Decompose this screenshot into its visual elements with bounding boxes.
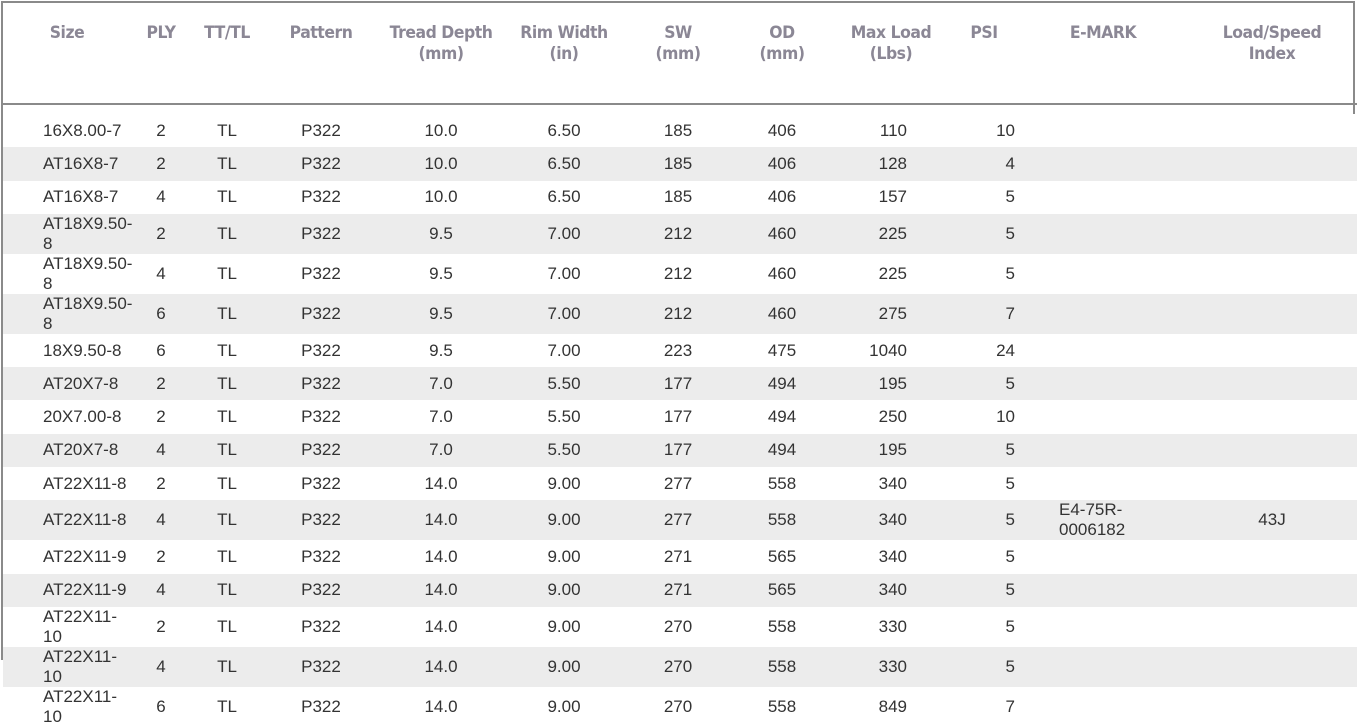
cell-ply: 4: [131, 574, 191, 607]
cell-tt: TL: [191, 147, 263, 180]
cell-load: 250: [833, 400, 949, 433]
cell-pat: P322: [263, 114, 379, 147]
cell-od: 406: [731, 114, 833, 147]
cell-emark: [1019, 367, 1187, 400]
cell-size: AT16X8-7: [3, 147, 131, 180]
cell-lsi: [1187, 574, 1357, 607]
cell-od: 558: [731, 647, 833, 687]
column-header-unit: (mm): [759, 44, 805, 64]
cell-od: 406: [731, 181, 833, 214]
column-header-label: PLY: [146, 23, 176, 43]
cell-ply: 4: [131, 181, 191, 214]
cell-rim: 5.50: [503, 367, 625, 400]
cell-tread: 14.0: [379, 540, 503, 573]
cell-ply: 2: [131, 467, 191, 500]
cell-sw: 212: [625, 214, 731, 254]
cell-emark: [1019, 540, 1187, 573]
cell-ply: 4: [131, 647, 191, 687]
cell-load: 225: [833, 254, 949, 294]
cell-tread: 14.0: [379, 574, 503, 607]
column-header-lsi: [1194, 3, 1350, 104]
cell-lsi: [1187, 114, 1357, 147]
column-header-label: Pattern: [289, 23, 353, 43]
cell-rim: 5.50: [503, 434, 625, 467]
cell-sw: 185: [625, 147, 731, 180]
cell-load: 340: [833, 540, 949, 573]
cell-psi: 5: [949, 254, 1019, 294]
header-row: [3, 3, 1357, 104]
cell-size: 18X9.50-8: [3, 334, 131, 367]
cell-ply: 4: [131, 254, 191, 294]
cell-tread: 14.0: [379, 500, 503, 540]
cell-load: 340: [833, 500, 949, 540]
cell-load: 275: [833, 294, 949, 334]
tire-spec-table: [3, 3, 1357, 727]
column-header-size: [8, 3, 126, 104]
cell-tt: TL: [191, 294, 263, 334]
cell-size: AT22X11-9: [3, 540, 131, 573]
cell-od: 558: [731, 467, 833, 500]
cell-tread: 14.0: [379, 687, 503, 727]
cell-od: 460: [731, 294, 833, 334]
cell-pat: P322: [263, 687, 379, 727]
column-header-emark: [1026, 3, 1181, 104]
column-header-sw: [629, 3, 727, 104]
table-row: [3, 254, 1357, 294]
column-header-od: [735, 3, 829, 104]
cell-tread: 7.0: [379, 367, 503, 400]
cell-load: 849: [833, 687, 949, 727]
cell-load: 330: [833, 647, 949, 687]
cell-psi: 5: [949, 500, 1019, 540]
cell-pat: P322: [263, 434, 379, 467]
cell-load: 157: [833, 181, 949, 214]
cell-psi: 5: [949, 647, 1019, 687]
column-header-unit: Index: [1248, 44, 1296, 64]
cell-psi: 5: [949, 214, 1019, 254]
cell-tt: TL: [191, 647, 263, 687]
table-row: [3, 607, 1357, 647]
cell-ply: 4: [131, 434, 191, 467]
cell-ply: 2: [131, 540, 191, 573]
cell-lsi: [1187, 647, 1357, 687]
cell-size: AT18X9.50-8: [3, 254, 131, 294]
cell-tt: TL: [191, 540, 263, 573]
table-row: [3, 540, 1357, 573]
cell-pat: P322: [263, 467, 379, 500]
cell-rim: 6.50: [503, 147, 625, 180]
column-header-label: E-MARK: [1069, 23, 1137, 43]
cell-ply: 2: [131, 367, 191, 400]
cell-psi: 5: [949, 434, 1019, 467]
cell-ply: 2: [131, 114, 191, 147]
cell-pat: P322: [263, 367, 379, 400]
cell-size: 20X7.00-8: [3, 400, 131, 433]
cell-tread: 10.0: [379, 147, 503, 180]
table-row: [3, 687, 1357, 727]
cell-od: 494: [731, 367, 833, 400]
cell-tread: 14.0: [379, 607, 503, 647]
cell-psi: 5: [949, 467, 1019, 500]
cell-psi: 10: [949, 114, 1019, 147]
cell-ply: 2: [131, 147, 191, 180]
cell-rim: 6.50: [503, 181, 625, 214]
table-row: [3, 400, 1357, 433]
table-header: [3, 3, 1357, 104]
cell-od: 565: [731, 574, 833, 607]
cell-emark: [1019, 254, 1187, 294]
column-header-tread: [384, 3, 498, 104]
cell-sw: 177: [625, 400, 731, 433]
cell-lsi: [1187, 400, 1357, 433]
cell-load: 340: [833, 467, 949, 500]
cell-psi: 7: [949, 687, 1019, 727]
cell-emark: [1019, 647, 1187, 687]
cell-od: 565: [731, 540, 833, 573]
header-spacer: [3, 104, 1357, 114]
cell-emark: [1019, 114, 1187, 147]
column-header-label: Load/Speed: [1222, 23, 1322, 43]
cell-lsi: [1187, 607, 1357, 647]
cell-pat: P322: [263, 647, 379, 687]
cell-load: 110: [833, 114, 949, 147]
cell-emark: [1019, 334, 1187, 367]
column-header-tt: [194, 3, 260, 104]
tire-spec-table-frame: [1, 1, 1355, 726]
cell-rim: 7.00: [503, 294, 625, 334]
cell-tread: 14.0: [379, 647, 503, 687]
cell-rim: 5.50: [503, 400, 625, 433]
cell-od: 494: [731, 434, 833, 467]
cell-sw: 270: [625, 607, 731, 647]
cell-rim: 7.00: [503, 334, 625, 367]
cell-tread: 10.0: [379, 114, 503, 147]
cell-rim: 9.00: [503, 540, 625, 573]
column-header-ply: [133, 3, 188, 104]
cell-od: 558: [731, 500, 833, 540]
cell-sw: 185: [625, 181, 731, 214]
cell-emark: [1019, 400, 1187, 433]
cell-load: 128: [833, 147, 949, 180]
cell-ply: 4: [131, 500, 191, 540]
cell-emark: [1019, 147, 1187, 180]
cell-od: 475: [731, 334, 833, 367]
cell-od: 406: [731, 147, 833, 180]
cell-emark: [1019, 294, 1187, 334]
cell-lsi: [1187, 334, 1357, 367]
table-row: [3, 334, 1357, 367]
cell-size: AT22X11-8: [3, 500, 131, 540]
cell-pat: P322: [263, 181, 379, 214]
cell-tt: TL: [191, 214, 263, 254]
cell-load: 195: [833, 367, 949, 400]
cell-sw: 177: [625, 367, 731, 400]
cell-lsi: [1187, 181, 1357, 214]
cell-pat: P322: [263, 147, 379, 180]
table-row: [3, 114, 1357, 147]
cell-size: AT22X11-10: [3, 647, 131, 687]
cell-load: 340: [833, 574, 949, 607]
cell-emark: [1019, 607, 1187, 647]
cell-emark: [1019, 434, 1187, 467]
cell-pat: P322: [263, 574, 379, 607]
cell-lsi: [1187, 367, 1357, 400]
cell-tread: 9.5: [379, 334, 503, 367]
cell-od: 558: [731, 687, 833, 727]
table-row: [3, 574, 1357, 607]
column-header-label: Max Load: [850, 23, 932, 43]
cell-sw: 271: [625, 540, 731, 573]
cell-load: 195: [833, 434, 949, 467]
cell-size: 16X8.00-7: [3, 114, 131, 147]
cell-psi: 5: [949, 181, 1019, 214]
column-header-rim: [508, 3, 620, 104]
cell-tread: 9.5: [379, 214, 503, 254]
cell-lsi: [1187, 687, 1357, 727]
cell-lsi: [1187, 254, 1357, 294]
cell-emark: [1019, 574, 1187, 607]
cell-size: AT16X8-7: [3, 181, 131, 214]
cell-sw: 270: [625, 687, 731, 727]
cell-rim: 9.00: [503, 574, 625, 607]
cell-ply: 6: [131, 334, 191, 367]
column-header-label: Tread Depth: [389, 23, 493, 43]
column-header-label: Size: [49, 23, 85, 43]
cell-lsi: [1187, 540, 1357, 573]
cell-pat: P322: [263, 294, 379, 334]
column-header-pat: [268, 3, 375, 104]
column-header-unit: (mm): [655, 44, 701, 64]
cell-od: 494: [731, 400, 833, 433]
column-header-unit: (Lbs): [869, 44, 913, 64]
cell-emark: E4-75R-0006182: [1019, 500, 1187, 540]
cell-sw: 270: [625, 647, 731, 687]
cell-tt: TL: [191, 574, 263, 607]
cell-rim: 6.50: [503, 114, 625, 147]
cell-emark: [1019, 467, 1187, 500]
cell-pat: P322: [263, 607, 379, 647]
cell-sw: 223: [625, 334, 731, 367]
cell-sw: 185: [625, 114, 731, 147]
cell-size: AT22X11-10: [3, 687, 131, 727]
cell-tread: 14.0: [379, 467, 503, 500]
cell-size: AT22X11-10: [3, 607, 131, 647]
cell-rim: 7.00: [503, 254, 625, 294]
table-row: [3, 294, 1357, 334]
table-row: [3, 434, 1357, 467]
cell-size: AT22X11-8: [3, 467, 131, 500]
cell-rim: 9.00: [503, 647, 625, 687]
cell-ply: 6: [131, 687, 191, 727]
cell-tread: 7.0: [379, 400, 503, 433]
cell-psi: 5: [949, 367, 1019, 400]
table-row: [3, 367, 1357, 400]
cell-sw: 271: [625, 574, 731, 607]
cell-tt: TL: [191, 254, 263, 294]
cell-ply: 2: [131, 400, 191, 433]
cell-emark: [1019, 214, 1187, 254]
table-row: [3, 181, 1357, 214]
cell-rim: 9.00: [503, 687, 625, 727]
column-header-load: [838, 3, 945, 104]
cell-lsi: 43J: [1187, 500, 1357, 540]
cell-lsi: [1187, 214, 1357, 254]
cell-emark: [1019, 181, 1187, 214]
cell-tt: TL: [191, 500, 263, 540]
cell-sw: 277: [625, 467, 731, 500]
cell-load: 225: [833, 214, 949, 254]
cell-pat: P322: [263, 500, 379, 540]
cell-tread: 9.5: [379, 294, 503, 334]
cell-tt: TL: [191, 181, 263, 214]
cell-rim: 9.00: [503, 467, 625, 500]
cell-sw: 277: [625, 500, 731, 540]
cell-load: 330: [833, 607, 949, 647]
column-header-label: OD: [769, 23, 795, 43]
cell-lsi: [1187, 294, 1357, 334]
cell-od: 460: [731, 254, 833, 294]
cell-tt: TL: [191, 467, 263, 500]
cell-tt: TL: [191, 687, 263, 727]
cell-tread: 10.0: [379, 181, 503, 214]
cell-load: 1040: [833, 334, 949, 367]
cell-psi: 4: [949, 147, 1019, 180]
cell-size: AT22X11-9: [3, 574, 131, 607]
column-header-unit: (in): [549, 44, 579, 64]
cell-lsi: [1187, 147, 1357, 180]
column-header-label: PSI: [970, 23, 998, 43]
cell-tt: TL: [191, 434, 263, 467]
cell-sw: 212: [625, 294, 731, 334]
cell-od: 558: [731, 607, 833, 647]
cell-psi: 5: [949, 574, 1019, 607]
cell-emark: [1019, 687, 1187, 727]
column-header-psi: [952, 3, 1016, 104]
cell-tread: 9.5: [379, 254, 503, 294]
cell-rim: 9.00: [503, 607, 625, 647]
cell-pat: P322: [263, 540, 379, 573]
cell-size: AT18X9.50-8: [3, 294, 131, 334]
cell-tt: TL: [191, 607, 263, 647]
cell-tt: TL: [191, 114, 263, 147]
cell-psi: 5: [949, 607, 1019, 647]
column-header-label: SW: [664, 23, 692, 43]
cell-tt: TL: [191, 400, 263, 433]
cell-size: AT20X7-8: [3, 434, 131, 467]
cell-sw: 212: [625, 254, 731, 294]
cell-pat: P322: [263, 334, 379, 367]
column-header-label: TT/TL: [204, 23, 250, 43]
cell-rim: 7.00: [503, 214, 625, 254]
cell-pat: P322: [263, 400, 379, 433]
cell-pat: P322: [263, 214, 379, 254]
cell-tt: TL: [191, 334, 263, 367]
cell-psi: 5: [949, 540, 1019, 573]
cell-psi: 7: [949, 294, 1019, 334]
cell-pat: P322: [263, 254, 379, 294]
column-header-label: Rim Width: [520, 23, 608, 43]
cell-ply: 6: [131, 294, 191, 334]
cell-ply: 2: [131, 214, 191, 254]
table-body: [3, 104, 1357, 727]
cell-tt: TL: [191, 367, 263, 400]
cell-tread: 7.0: [379, 434, 503, 467]
table-row: [3, 214, 1357, 254]
cell-size: AT18X9.50-8: [3, 214, 131, 254]
cell-lsi: [1187, 467, 1357, 500]
table-row: [3, 147, 1357, 180]
cell-psi: 10: [949, 400, 1019, 433]
cell-size: AT20X7-8: [3, 367, 131, 400]
cell-sw: 177: [625, 434, 731, 467]
cell-od: 460: [731, 214, 833, 254]
table-row: [3, 647, 1357, 687]
cell-rim: 9.00: [503, 500, 625, 540]
table-row: [3, 467, 1357, 500]
cell-psi: 24: [949, 334, 1019, 367]
cell-ply: 2: [131, 607, 191, 647]
table-row: [3, 500, 1357, 540]
cell-lsi: [1187, 434, 1357, 467]
column-header-unit: (mm): [418, 44, 464, 64]
